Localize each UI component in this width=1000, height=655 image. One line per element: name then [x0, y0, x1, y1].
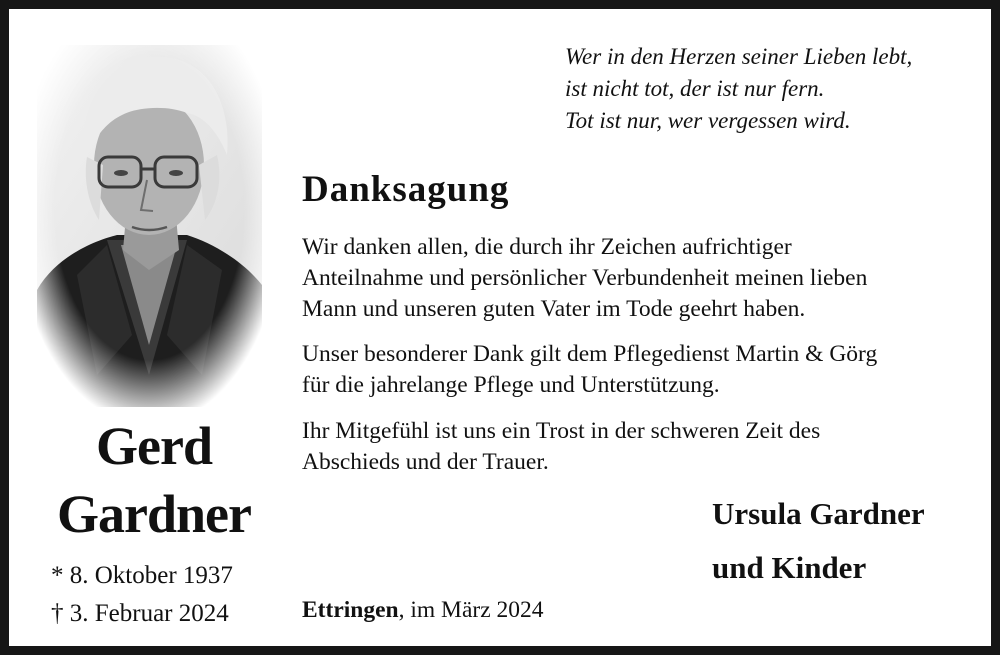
place-date: , im März 2024	[398, 597, 544, 623]
paragraph-line: Wir danken allen, die durch ihr Zeichen aufrichtiger	[302, 234, 792, 260]
heading-danksagung: Danksagung	[302, 169, 510, 210]
paragraph-line: Anteilnahme und persönlicher Verbundenheit meinen lieben	[302, 265, 868, 291]
memorial-poem	[565, 41, 912, 137]
poem-line: Tot ist nur, wer vergessen wird.	[565, 108, 851, 133]
paragraph-line: Unser besonderer Dank gilt dem Pflegedienst Martin & Görg	[302, 341, 878, 367]
thanks-paragraph	[302, 232, 867, 325]
paragraph-line: für die jahrelange Pflege und Unterstützung.	[302, 372, 720, 398]
paragraph-line: Ihr Mitgefühl ist uns ein Trost in der schweren Zeit des	[302, 418, 821, 444]
family-signature	[712, 487, 925, 595]
place-town: Ettringen	[302, 597, 399, 623]
deceased-first-name: Gerd	[96, 416, 212, 476]
signature-line: Ursula Gardner	[712, 496, 925, 531]
sympathy-paragraph	[302, 416, 820, 478]
poem-line: Wer in den Herzen seiner Lieben lebt,	[565, 44, 913, 69]
deceased-last-name: Gardner	[57, 484, 251, 544]
signature-line: und Kinder	[712, 550, 867, 585]
death-date: † 3. Februar 2024	[51, 600, 229, 627]
place-and-date	[302, 597, 544, 624]
paragraph-line: Abschieds und der Trauer.	[302, 449, 549, 475]
birth-date: * 8. Oktober 1937	[51, 562, 233, 589]
paragraph-line: Mann und unseren guten Vater im Tode geehrt haben.	[302, 296, 806, 322]
portrait-photo	[37, 45, 262, 407]
poem-line: ist nicht tot, der ist nur fern.	[565, 76, 825, 101]
special-thanks-paragraph	[302, 339, 877, 401]
